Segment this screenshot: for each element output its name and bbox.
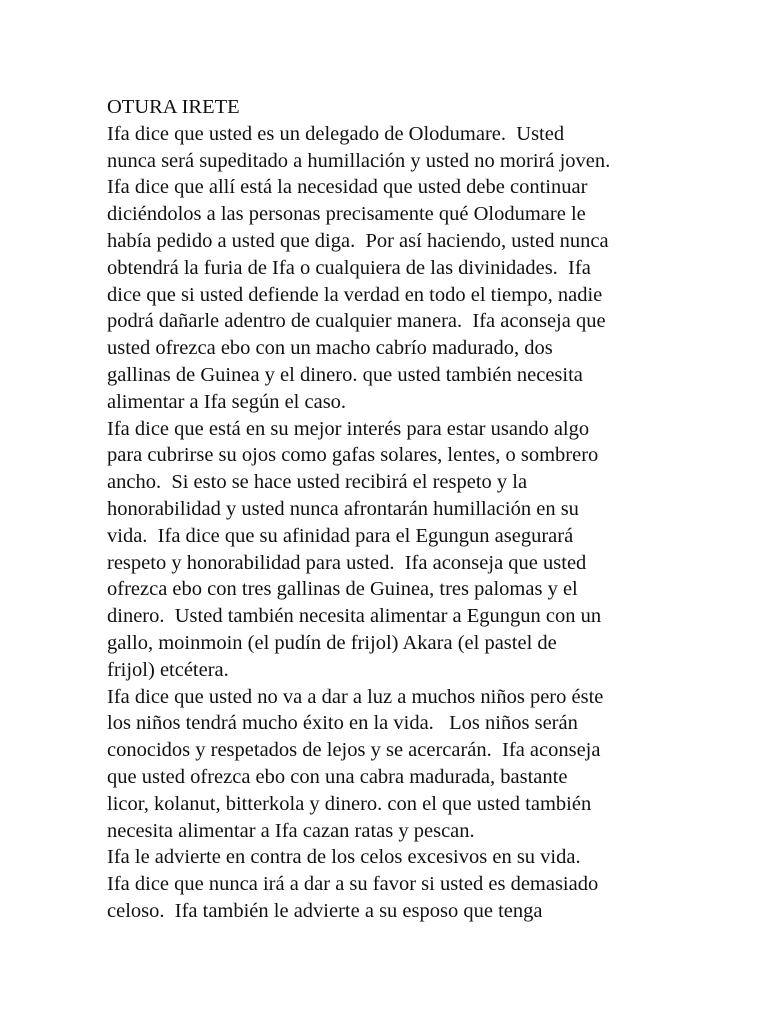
document-title: OTURA IRETE (107, 96, 240, 118)
text-line: gallinas de Guinea y el dinero. que usted también necesita (107, 363, 583, 386)
text-line: para cubrirse su ojos como gafas solares, lentes, o sombrero (107, 444, 599, 467)
text-line: conocidos y respetados de lejos y se acercarán. Ifa aconseja (107, 739, 601, 762)
text-line: Ifa dice que usted no va a dar a luz a muchos niños pero éste (107, 685, 604, 708)
text-line: dinero. Usted también necesita alimentar a Egungun con un (107, 605, 602, 628)
text-line: podrá dañarle adentro de cualquier manera. Ifa aconseja que (107, 310, 606, 333)
text-line: gallo, moinmoin (el pudín de frijol) Akara (el pastel de (107, 631, 557, 654)
document-page (107, 94, 707, 925)
text-line: celoso. Ifa también le advierte a su esposo que tenga (107, 899, 543, 922)
text-line: alimentar a Ifa según el caso. (107, 390, 347, 413)
text-line: los niños tendrá mucho éxito en la vida. Los niños serán (107, 712, 578, 735)
text-line: vida. Ifa dice que su afinidad para el Egungun asegurará (107, 524, 574, 547)
text-line: diciéndolos a las personas precisamente qué Olodumare le (107, 203, 586, 226)
text-line: frijol) etcétera. (107, 658, 229, 681)
text-line: que usted ofrezca ebo con una cabra madurada, bastante (107, 765, 568, 788)
text-line: licor, kolanut, bitterkola y dinero. con el que usted también (107, 792, 592, 815)
text-line: ofrezca ebo con tres gallinas de Guinea, tres palomas y el (107, 578, 578, 601)
text-line: ancho. Si esto se hace usted recibirá el respeto y la (107, 471, 528, 494)
text-line: Ifa dice que está en su mejor interés para estar usando algo (107, 417, 590, 440)
text-line: dice que si usted defiende la verdad en todo el tiempo, nadie (107, 283, 603, 306)
text-line: nunca será supeditado a humillación y usted no morirá joven. (107, 149, 611, 172)
text-line: Ifa le advierte en contra de los celos excesivos en su vida. (107, 846, 581, 869)
text-line: usted ofrezca ebo con un macho cabrío madurado, dos (107, 337, 553, 360)
text-line: Ifa dice que usted es un delegado de Olodumare. Usted (107, 122, 565, 145)
text-line: necesita alimentar a Ifa cazan ratas y pescan. (107, 819, 475, 842)
text-line: respeto y honorabilidad para usted. Ifa aconseja que usted (107, 551, 587, 574)
text-line: Ifa dice que allí está la necesidad que usted debe continuar (107, 176, 588, 199)
text-line: honorabilidad y usted nunca afrontarán humillación en su (107, 497, 579, 520)
text-line: había pedido a usted que diga. Por así haciendo, usted nunca (107, 229, 609, 252)
text-line: Ifa dice que nunca irá a dar a su favor si usted es demasiado (107, 873, 599, 896)
text-line: obtendrá la furia de Ifa o cualquiera de las divinidades. Ifa (107, 256, 591, 279)
